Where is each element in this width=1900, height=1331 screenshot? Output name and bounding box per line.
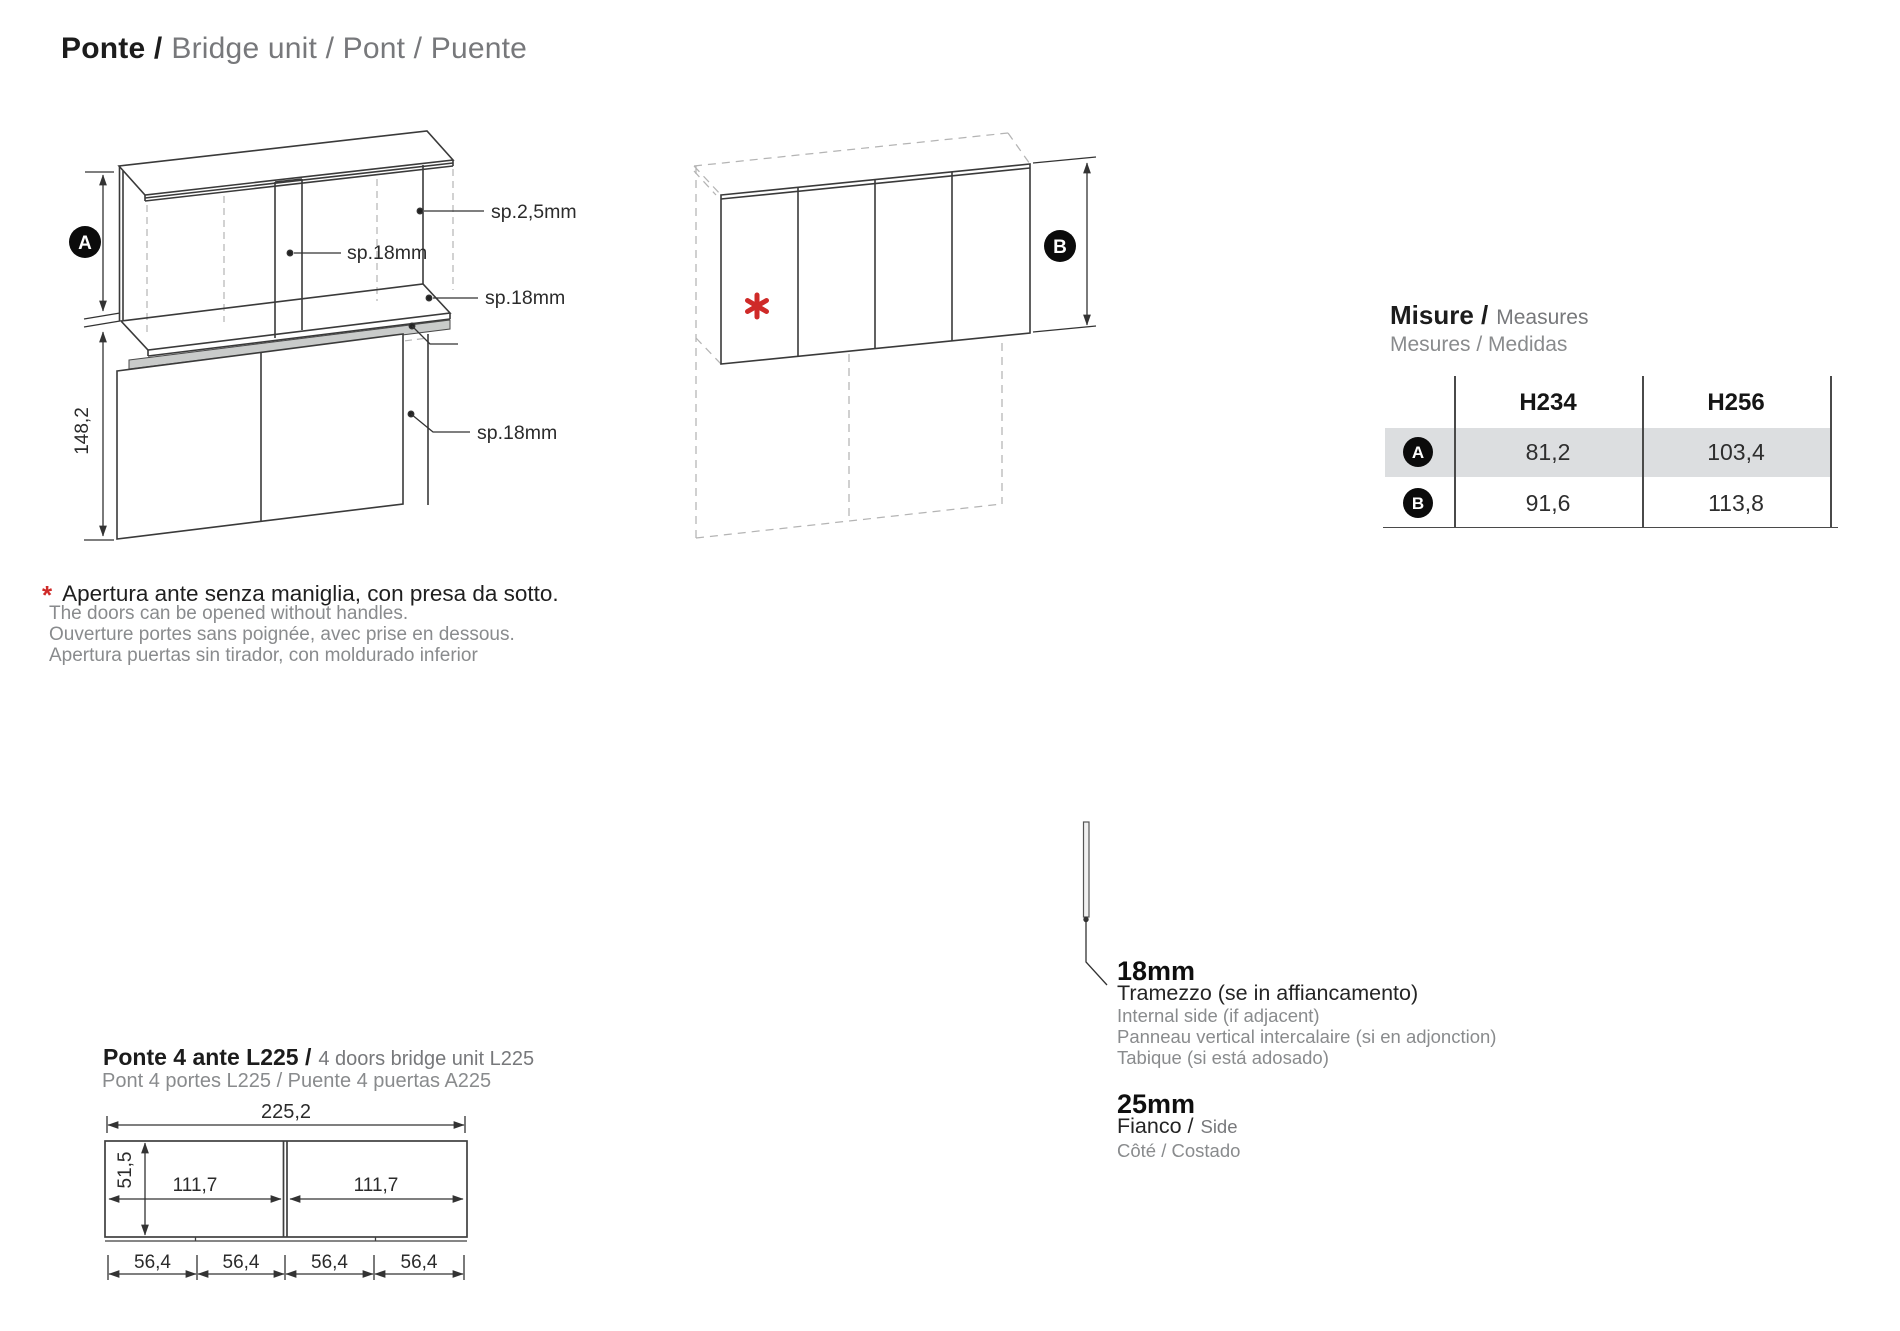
page-title [61, 32, 527, 66]
panel-18-size: 18mm [1117, 956, 1196, 986]
dim-left-half-label: 111,7 [172, 1175, 218, 1196]
handle-note-line-es: Apertura puertas sin tirador, con moldurado inferior [49, 645, 478, 666]
panel-25-name [1117, 1114, 1238, 1139]
panel-25-name-fr-es: Côté / Costado [1117, 1140, 1241, 1161]
lower-doors [117, 334, 428, 539]
thin-panel-shape [1084, 822, 1090, 917]
unit-l225-title-it: Ponte 4 ante L225 / [103, 1044, 312, 1070]
column-header-h234: H234 [1519, 389, 1577, 416]
cabinet-outline [105, 1141, 467, 1241]
panel-25-size: 25mm [1117, 1089, 1196, 1119]
bridge-unit-doors-diagram [670, 110, 1120, 555]
dim-door-1-label: 56,4 [134, 1252, 171, 1273]
row-b-badge: B [1403, 488, 1433, 518]
measures-title-en: Measures [1496, 306, 1589, 329]
leader-line [1086, 922, 1107, 985]
callout-divider-label: sp.18mm [347, 242, 428, 264]
leader-dot [1083, 917, 1088, 922]
page-title-secondary: Bridge unit / Pont / Puente [171, 32, 528, 65]
panel-18-name-fr: Panneau vertical intercalaire (si en adjonction) [1117, 1026, 1497, 1047]
panel-18-name-es: Tabique (si está adosado) [1117, 1047, 1329, 1068]
top-panel [119, 131, 453, 201]
dim-door-4-label: 56,4 [400, 1252, 438, 1273]
handle-note-line-fr: Ouverture portes sans poignée, avec prise en dessous. [49, 624, 515, 645]
dim-right-half-label: 111,7 [353, 1175, 399, 1196]
callout-door-label: sp.18mm [477, 422, 558, 444]
unit-l225-subtitle: Pont 4 portes L225 / Puente 4 puertas A225 [102, 1070, 492, 1092]
dim-door-2-label: 56,4 [222, 1252, 260, 1273]
handle-note-line-en: The doors can be opened without handles. [49, 603, 409, 624]
bridge-front-doors [721, 164, 1030, 364]
unit-l225-title-en: 4 doors bridge unit L225 [318, 1048, 535, 1070]
dim-door-3-label: 56,4 [311, 1252, 348, 1273]
measures-table [1383, 376, 1838, 528]
column-header-h256: H256 [1707, 389, 1765, 416]
dim-148-label: 148,2 [72, 407, 93, 455]
table-divider [1830, 376, 1832, 528]
dim-height-label: 51,5 [115, 1151, 136, 1189]
bridge-unit-axonometric-diagram [60, 120, 600, 550]
cell-b-h256: 113,8 [1708, 490, 1764, 516]
cell-a-h256: 103,4 [1707, 439, 1765, 465]
callout-shelf-label: sp.18mm [485, 287, 566, 309]
panel-18-name-en: Internal side (if adjacent) [1117, 1005, 1320, 1026]
callout-back-panel-label: sp.2,5mm [491, 201, 577, 223]
unit-l225-front-view [75, 1095, 495, 1295]
cell-a-h234: 81,2 [1525, 439, 1571, 465]
dim-total-width-label: 225,2 [260, 1101, 312, 1123]
table-bottom-border [1383, 527, 1838, 529]
marker-b-letter: B [1053, 237, 1067, 258]
panel-25-name-it: Fianco / [1117, 1114, 1194, 1138]
marker-a-letter: A [78, 233, 92, 254]
measures-title-it: Misure / [1390, 300, 1489, 330]
measures-subtitle: Mesures / Medidas [1390, 333, 1568, 356]
measures-title [1390, 300, 1588, 331]
panel-18-name-it: Tramezzo (se in affiancamento) [1117, 981, 1419, 1005]
panel-25-name-en: Side [1200, 1116, 1238, 1137]
unit-l225-title [103, 1044, 534, 1071]
row-a-badge: A [1403, 437, 1433, 467]
page-title-primary: Ponte / [61, 32, 163, 65]
note-asterisk: * [42, 580, 53, 610]
note-text-it: Apertura ante senza maniglia, con presa da sotto. [62, 581, 559, 606]
cell-b-h234: 91,6 [1525, 490, 1571, 516]
